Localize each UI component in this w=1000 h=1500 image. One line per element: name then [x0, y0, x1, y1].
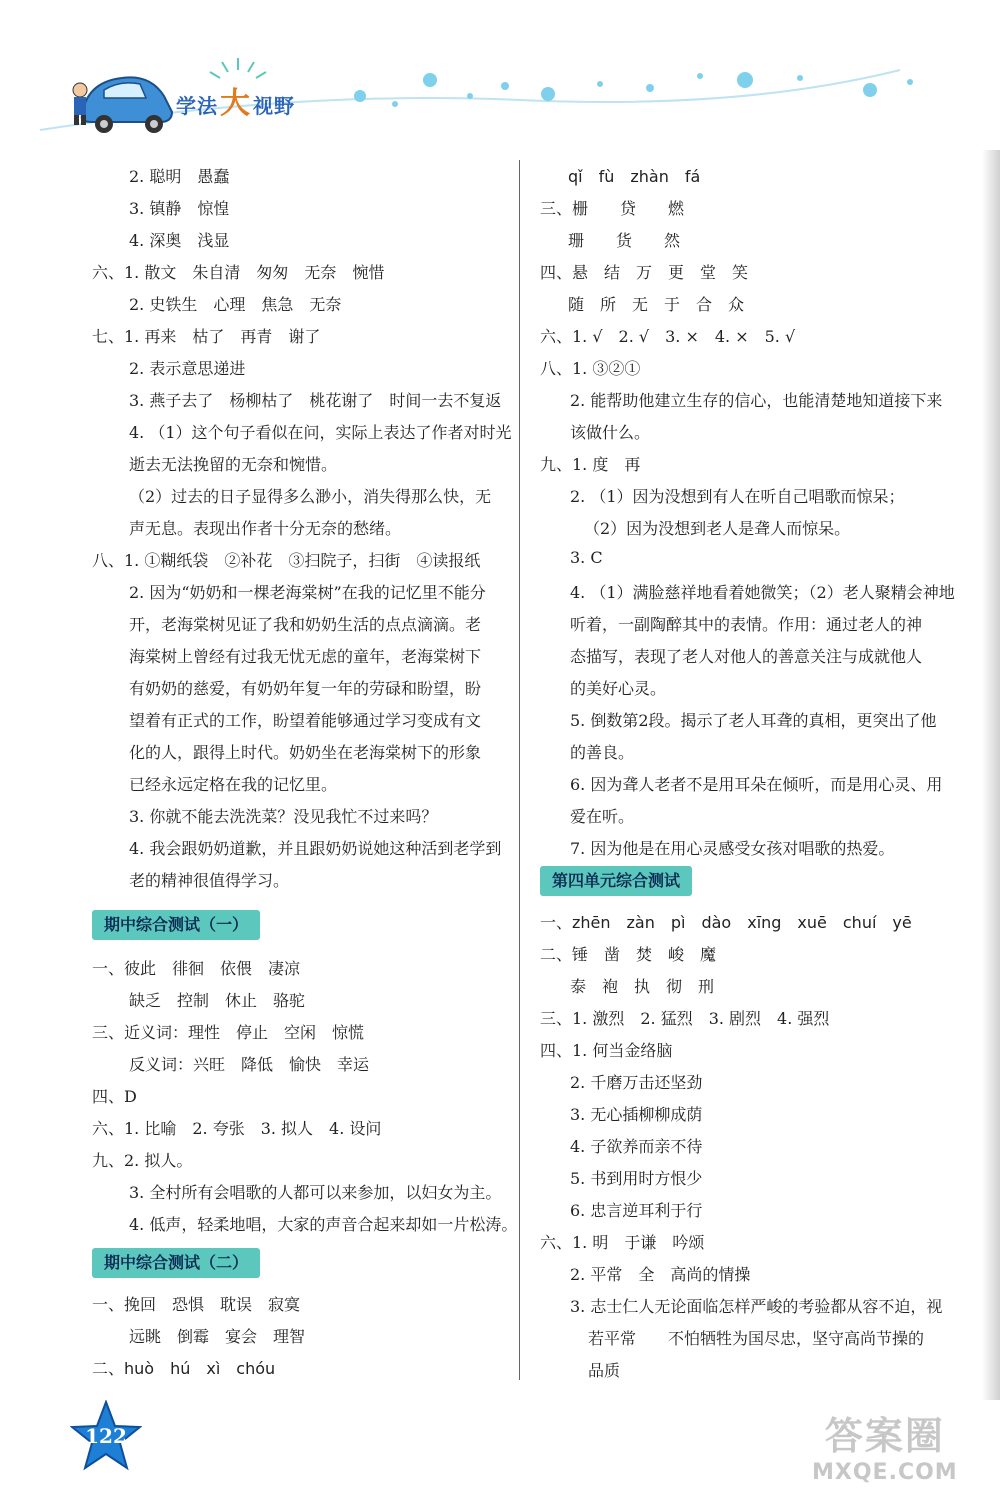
answer-line: 4. 深奥 浅显 — [129, 231, 230, 250]
answer-line: 望着有正式的工作，盼望着能够通过学习变成有文 — [129, 711, 482, 730]
answer-line: 一、zhēn zàn pì dào xīng xuē chuí yē — [540, 913, 912, 932]
answer-line: 一、彼此 徘徊 依偎 凄凉 — [92, 959, 301, 978]
answer-line: 3. 燕子去了 杨柳枯了 桃花谢了 时间一去不复返 — [129, 391, 502, 410]
answer-line: 的善良。 — [570, 743, 635, 762]
answer-line: 四、悬 结 万 更 堂 笑 — [540, 263, 749, 282]
answer-line: 七、1. 再来 枯了 再青 谢了 — [92, 327, 321, 346]
answer-line: 态描写，表现了老人对他人的善意关注与成就他人 — [570, 647, 923, 666]
page-number: 122 — [85, 1424, 127, 1448]
answer-line: qǐ fù zhàn fá — [568, 167, 701, 186]
answer-line: 爱在听。 — [570, 807, 635, 826]
watermark-line1: 答案圈 — [824, 1414, 945, 1458]
answer-line: 珊 货 然 — [568, 231, 681, 250]
answer-line: 4. 低声，轻柔地唱，大家的声音合起来却如一片松涛。 — [129, 1215, 518, 1234]
answer-line: 6. 忠言逆耳利于行 — [570, 1201, 703, 1220]
brand-big: 大 — [220, 86, 251, 121]
answer-line: 有奶奶的慈爱，有奶奶年复一年的劳碌和盼望，盼 — [129, 679, 482, 698]
header-decoration — [0, 0, 1000, 140]
answer-line: 2. （1）因为没想到有人在听自己唱歌而惊呆； — [570, 487, 905, 506]
answer-line: 4. 我会跟奶奶道歉，并且跟奶奶说她这种活到老学到 — [129, 839, 502, 858]
answer-line: 若平常 不怕牺牲为国尽忠，坚守高尚节操的 — [588, 1329, 925, 1348]
answer-line: 2. 因为“奶奶和一棵老海棠树”在我的记忆里不能分 — [129, 583, 486, 602]
answer-line: 2. 平常 全 高尚的情操 — [570, 1265, 751, 1284]
answer-line: 6. 因为聋人老者不是用耳朵在倾听，而是用心灵、用 — [570, 775, 943, 794]
answer-line: 六、1. 比喻 2. 夸张 3. 拟人 4. 设问 — [92, 1119, 382, 1138]
answer-line: 九、1. 度 再 — [540, 455, 641, 474]
answer-line: 该做什么。 — [570, 423, 651, 442]
watermark-line2: MXQE.COM — [812, 1460, 958, 1485]
answer-line: 化的人，跟得上时代。奶奶坐在老海棠树下的形象 — [129, 743, 482, 762]
answer-line: 六、1. 明 于谦 吟颂 — [540, 1233, 705, 1252]
answer-line: 的美好心灵。 — [570, 679, 667, 698]
sun-rays-decoration — [210, 58, 266, 78]
answer-line: 3. 你就不能去洗洗菜？没见我忙不过来吗？ — [129, 807, 438, 826]
page-spine-shadow — [982, 150, 1000, 1400]
answer-line: 7. 因为他是在用心灵感受女孩对唱歌的热爱。 — [570, 839, 895, 858]
answer-line: （2）过去的日子显得多么渺小，消失得那么快，无 — [129, 487, 492, 506]
answer-line: 开，老海棠树见证了我和奶奶生活的点点滴滴。老 — [129, 615, 482, 634]
answer-line: 4. （1）满脸慈祥地看着她微笑；（2）老人聚精会神地 — [570, 583, 955, 602]
answer-line: 品质 — [588, 1361, 621, 1380]
page-number-badge — [70, 1400, 142, 1472]
answer-line: 2. 表示意思递进 — [129, 359, 246, 378]
answer-line: 3. C — [570, 548, 603, 567]
answer-line: 三、1. 激烈 2. 猛烈 3. 剧烈 4. 强烈 — [540, 1009, 830, 1028]
answer-line: 海棠树上曾经有过我无忧无虑的童年，老海棠树下 — [129, 647, 482, 666]
answer-line: 随 所 无 于 合 众 — [568, 295, 745, 314]
answer-line: 二、锤 凿 焚 峻 魔 — [540, 945, 717, 964]
answer-line: 听着，一副陶醉其中的表情。作用：通过老人的神 — [570, 615, 923, 634]
answer-line: 3. 全村所有会唱歌的人都可以来参加，以妇女为主。 — [129, 1183, 502, 1202]
answer-line: 2. 千磨万击还坚劲 — [570, 1073, 703, 1092]
section-header-midterm-1: 期中综合测试（一） — [92, 910, 260, 940]
answer-line: 5. 倒数第2段。揭示了老人耳聋的真相，更突出了他 — [570, 711, 937, 730]
answer-line: 二、huò hú xì chóu — [92, 1359, 276, 1378]
answer-line: 一、挽回 恐惧 耽误 寂寞 — [92, 1295, 301, 1314]
answer-line: 反义词：兴旺 降低 愉快 幸运 — [129, 1055, 370, 1074]
answer-line: 缺乏 控制 休止 骆驼 — [129, 991, 306, 1010]
answer-line: 老的精神很值得学习。 — [129, 871, 290, 890]
answer-line: 3. 志士仁人无论面临怎样严峻的考验都从容不迫，视 — [570, 1297, 943, 1316]
answer-line: 4. 子欲养而亲不待 — [570, 1137, 703, 1156]
section-header-midterm-2: 期中综合测试（二） — [92, 1248, 260, 1278]
answer-line: 泰 袍 执 彻 刑 — [570, 977, 715, 996]
answer-line: 八、1. ③②① — [540, 359, 641, 378]
column-divider — [519, 160, 520, 1380]
answer-line: 3. 无心插柳柳成荫 — [570, 1105, 703, 1124]
page-header — [0, 0, 1000, 140]
answer-line: 3. 镇静 惊惶 — [129, 199, 230, 218]
answer-line: 逝去无法挽留的无奈和惋惜。 — [129, 455, 338, 474]
answer-line: 三、栅 贷 燃 — [540, 199, 685, 218]
answer-line: 九、2. 拟人。 — [92, 1151, 193, 1170]
answer-line: 四、D — [92, 1087, 137, 1106]
person-icon — [73, 83, 87, 125]
answer-line: 四、1. 何当金络脑 — [540, 1041, 673, 1060]
brand-right: 视野 — [253, 94, 295, 118]
brand-title — [176, 78, 295, 122]
answer-line: 三、近义词：理性 停止 空闲 惊慌 — [92, 1023, 365, 1042]
answer-line: 2. 聪明 愚蠢 — [129, 167, 230, 186]
answer-line: 5. 书到用时方恨少 — [570, 1169, 703, 1188]
answer-line: 已经永远定格在我的记忆里。 — [129, 775, 338, 794]
answer-line: （2）因为没想到老人是聋人而惊呆。 — [584, 519, 851, 538]
car-icon — [82, 77, 172, 133]
answer-line: 2. 能帮助他建立生存的信心，也能清楚地知道接下来 — [570, 391, 943, 410]
brand-left: 学法 — [176, 94, 218, 118]
section-header-unit-4: 第四单元综合测试 — [540, 866, 692, 896]
answer-line: 远眺 倒霉 宴会 理智 — [129, 1327, 306, 1346]
watermark — [812, 1405, 958, 1485]
answer-line: 六、1. 散文 朱自清 匆匆 无奈 惋惜 — [92, 263, 385, 282]
answer-line: 2. 史铁生 心理 焦急 无奈 — [129, 295, 342, 314]
answer-line: 4. （1）这个句子看似在问，实际上表达了作者对时光 — [129, 423, 512, 442]
answer-line: 声无息。表现出作者十分无奈的愁绪。 — [129, 519, 402, 538]
answer-line: 八、1. ①糊纸袋 ②补花 ③扫院子，扫街 ④读报纸 — [92, 551, 481, 570]
answer-line: 六、1. √ 2. √ 3. × 4. × 5. √ — [540, 327, 796, 346]
